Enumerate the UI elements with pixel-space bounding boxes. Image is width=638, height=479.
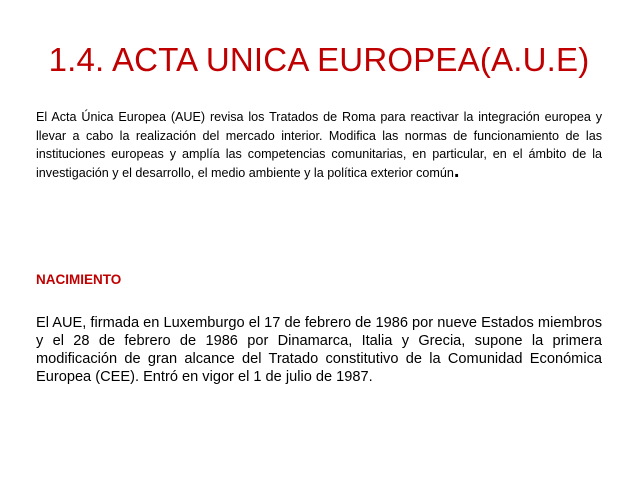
intro-paragraph	[36, 108, 602, 182]
section-paragraph: El AUE, firmada en Luxemburgo el 17 de febrero de 1986 por nueve Estados miembros y el 28 de febrero de 1986 por Dinamarca, Italia y Grecia, supone la primera modificación de gran alcance del Tratado constitutivo de la Comunidad Económica Europea (CEE). Entró en vigor el 1 de julio de 1987.	[36, 315, 602, 385]
intro-end-mark: .	[453, 159, 460, 182]
slide-title: 1.4. ACTA UNICA EUROPEA(A.U.E)	[48, 41, 590, 78]
section-heading: NACIMIENTO	[36, 272, 122, 287]
intro-text: El Acta Única Europea (AUE) revisa los Tratados de Roma para reactivar la integración europea y llevar a cabo la realización del mercado interior. Modifica las normas de funcionamiento de las instituciones europeas y amplía las competencias comunitarias, en particular, en el ámbito de la investigación y el desarrollo, el medio ambiente y la política exterior común	[36, 110, 602, 180]
